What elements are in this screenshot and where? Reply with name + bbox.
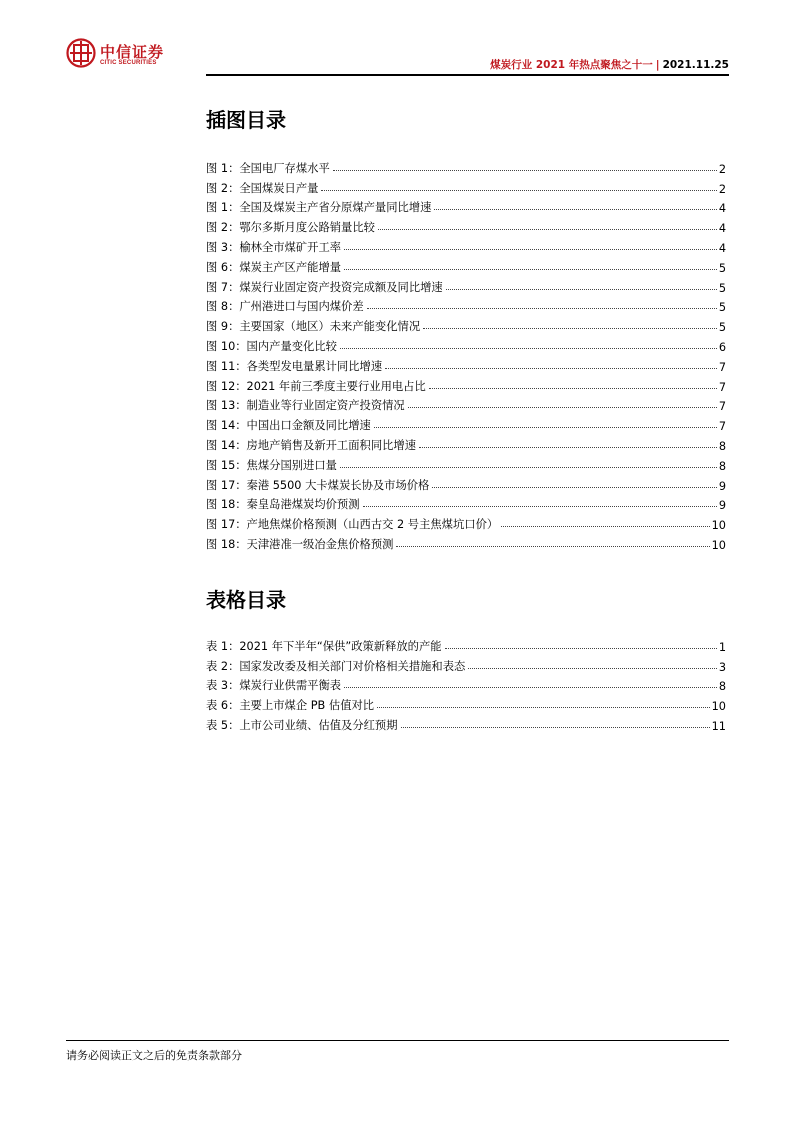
toc-entry[interactable]: [206, 275, 726, 295]
toc-entry[interactable]: [206, 354, 726, 374]
tables-toc: [206, 634, 726, 733]
toc-entry[interactable]: [206, 654, 726, 674]
toc-entry[interactable]: [206, 532, 726, 552]
toc-leader-dots: [344, 269, 717, 270]
toc-entry-page[interactable]: 7: [718, 400, 726, 414]
toc-leader-dots: [344, 687, 717, 688]
toc-leader-dots: [445, 648, 717, 649]
toc-entry[interactable]: [206, 156, 726, 176]
toc-entry-label[interactable]: 表 5：上市公司业绩、估值及分红预期: [206, 718, 398, 732]
toc-entry-label[interactable]: 图 15：焦煤分国别进口量: [206, 458, 337, 472]
toc-leader-dots: [419, 447, 717, 448]
toc-entry-label[interactable]: 表 1：2021 年下半年“保供”政策新释放的产能: [206, 639, 442, 653]
toc-entry[interactable]: [206, 713, 726, 733]
toc-entry-page[interactable]: 5: [718, 301, 726, 315]
toc-entry-page[interactable]: 6: [718, 340, 726, 354]
toc-entry-label[interactable]: 图 17：秦港 5500 大卡煤炭长协及市场价格: [206, 478, 430, 492]
toc-entry[interactable]: [206, 413, 726, 433]
toc-entry-label[interactable]: 图 1：全国及煤炭主产省分原煤产量同比增速: [206, 201, 432, 215]
toc-entry-page[interactable]: 2: [718, 162, 726, 176]
toc-entry[interactable]: [206, 374, 726, 394]
toc-leader-dots: [468, 668, 717, 669]
figures-toc: [206, 156, 726, 552]
toc-leader-dots: [423, 328, 717, 329]
toc-entry-label[interactable]: 图 1：全国电厂存煤水平: [206, 161, 330, 175]
toc-entry[interactable]: [206, 693, 726, 713]
toc-leader-dots: [321, 190, 716, 191]
toc-entry[interactable]: [206, 493, 726, 513]
toc-entry-page[interactable]: 1: [718, 640, 726, 654]
toc-entry-label[interactable]: 图 2：鄂尔多斯月度公路销量比较: [206, 221, 375, 235]
toc-leader-dots: [429, 388, 717, 389]
toc-leader-dots: [340, 467, 717, 468]
toc-entry-page[interactable]: 10: [711, 538, 726, 552]
toc-leader-dots: [446, 289, 717, 290]
toc-leader-dots: [367, 308, 717, 309]
toc-entry-page[interactable]: 4: [718, 222, 726, 236]
logo-text-cn: 中信证券: [100, 43, 165, 61]
toc-entry[interactable]: [206, 176, 726, 196]
toc-entry-page[interactable]: 8: [718, 680, 726, 694]
toc-entry-page[interactable]: 4: [718, 241, 726, 255]
toc-leader-dots: [333, 170, 717, 171]
toc-entry-page[interactable]: 11: [711, 719, 726, 733]
toc-entry[interactable]: [206, 235, 726, 255]
toc-entry[interactable]: [206, 512, 726, 532]
toc-entry-label[interactable]: 表 3：煤炭行业供需平衡表: [206, 679, 342, 693]
toc-entry[interactable]: [206, 473, 726, 493]
toc-leader-dots: [378, 229, 717, 230]
toc-entry-label[interactable]: 图 6：煤炭主产区产能增量: [206, 260, 342, 274]
toc-entry-label[interactable]: 图 11：各类型发电量累计同比增速: [206, 359, 383, 373]
toc-entry[interactable]: [206, 295, 726, 315]
header-divider: [206, 74, 729, 76]
header-report-info: [490, 57, 729, 72]
toc-leader-dots: [385, 368, 717, 369]
header-separator: |: [655, 59, 660, 71]
toc-entry-page[interactable]: 10: [711, 519, 726, 533]
toc-entry-label[interactable]: 图 18：秦皇岛港煤炭均价预测: [206, 498, 360, 512]
toc-entry[interactable]: [206, 634, 726, 654]
toc-entry-page[interactable]: 8: [718, 459, 726, 473]
toc-leader-dots: [501, 526, 709, 527]
toc-entry[interactable]: [206, 334, 726, 354]
toc-leader-dots: [432, 487, 716, 488]
footer-disclaimer: 请务必阅读正文之后的免责条款部分: [66, 1049, 242, 1062]
toc-entry-label[interactable]: 图 13：制造业等行业固定资产投资情况: [206, 399, 405, 413]
toc-entry-label[interactable]: 图 17：产地焦煤价格预测（山西古交 2 号主焦煤坑口价）: [206, 518, 499, 532]
toc-entry-page[interactable]: 5: [718, 261, 726, 275]
toc-entry-page[interactable]: 10: [711, 700, 726, 714]
toc-entry-label[interactable]: 表 6：主要上市煤企 PB 估值对比: [206, 699, 375, 713]
toc-leader-dots: [408, 407, 717, 408]
toc-entry-page[interactable]: 8: [718, 439, 726, 453]
toc-leader-dots: [344, 249, 717, 250]
citic-emblem-icon: [66, 38, 96, 68]
toc-entry-label[interactable]: 图 14：房地产销售及新开工面积同比增速: [206, 438, 417, 452]
toc-entry-page[interactable]: 7: [718, 360, 726, 374]
toc-leader-dots: [363, 506, 717, 507]
toc-entry[interactable]: [206, 215, 726, 235]
toc-entry[interactable]: [206, 314, 726, 334]
toc-entry-page[interactable]: 7: [718, 420, 726, 434]
toc-entry-label[interactable]: 图 14：中国出口金额及同比增速: [206, 419, 371, 433]
toc-entry[interactable]: [206, 394, 726, 414]
toc-leader-dots: [377, 707, 710, 708]
toc-entry-label[interactable]: 表 2：国家发改委及相关部门对价格相关措施和表态: [206, 659, 466, 673]
report-date: 2021.11.25: [662, 59, 729, 71]
toc-leader-dots: [401, 727, 710, 728]
toc-entry[interactable]: [206, 453, 726, 473]
toc-leader-dots: [434, 209, 716, 210]
toc-entry-label[interactable]: 图 18：天津港准一级冶金焦价格预测: [206, 537, 394, 551]
toc-entry-page[interactable]: 2: [718, 182, 726, 196]
toc-entry-page[interactable]: 9: [718, 479, 726, 493]
toc-leader-dots: [396, 546, 709, 547]
toc-leader-dots: [340, 348, 717, 349]
toc-entry-page[interactable]: 9: [718, 499, 726, 513]
toc-entry-label[interactable]: 图 2：全国煤炭日产量: [206, 181, 319, 195]
toc-entry-label[interactable]: 图 9：主要国家（地区）未来产能变化情况: [206, 320, 421, 334]
toc-entry-page[interactable]: 5: [718, 321, 726, 335]
toc-entry-label[interactable]: 图 10：国内产量变化比较: [206, 339, 337, 353]
toc-entry[interactable]: [206, 196, 726, 216]
figures-heading: 插图目录: [206, 108, 286, 132]
toc-entry[interactable]: [206, 674, 726, 694]
report-title: 煤炭行业 2021 年热点聚焦之十一: [490, 59, 653, 71]
tables-heading: 表格目录: [206, 588, 286, 612]
toc-leader-dots: [374, 427, 717, 428]
toc-entry-label[interactable]: 图 8：广州港进口与国内煤价差: [206, 300, 364, 314]
footer-divider: [66, 1040, 729, 1041]
toc-entry-page[interactable]: 7: [718, 380, 726, 394]
toc-entry-label[interactable]: 图 7：煤炭行业固定资产投资完成额及同比增速: [206, 280, 443, 294]
page-header: [66, 38, 729, 78]
toc-entry-page[interactable]: 4: [718, 202, 726, 216]
logo-text-en: CITIC SECURITIES: [100, 60, 157, 66]
toc-entry-page[interactable]: 5: [718, 281, 726, 295]
toc-entry-label[interactable]: 图 12：2021 年前三季度主要行业用电占比: [206, 379, 426, 393]
toc-entry-page[interactable]: 3: [718, 660, 726, 674]
toc-entry[interactable]: [206, 255, 726, 275]
toc-entry-label[interactable]: 图 3：榆林全市煤矿开工率: [206, 240, 342, 254]
citic-logo: [66, 38, 176, 72]
toc-entry[interactable]: [206, 433, 726, 453]
